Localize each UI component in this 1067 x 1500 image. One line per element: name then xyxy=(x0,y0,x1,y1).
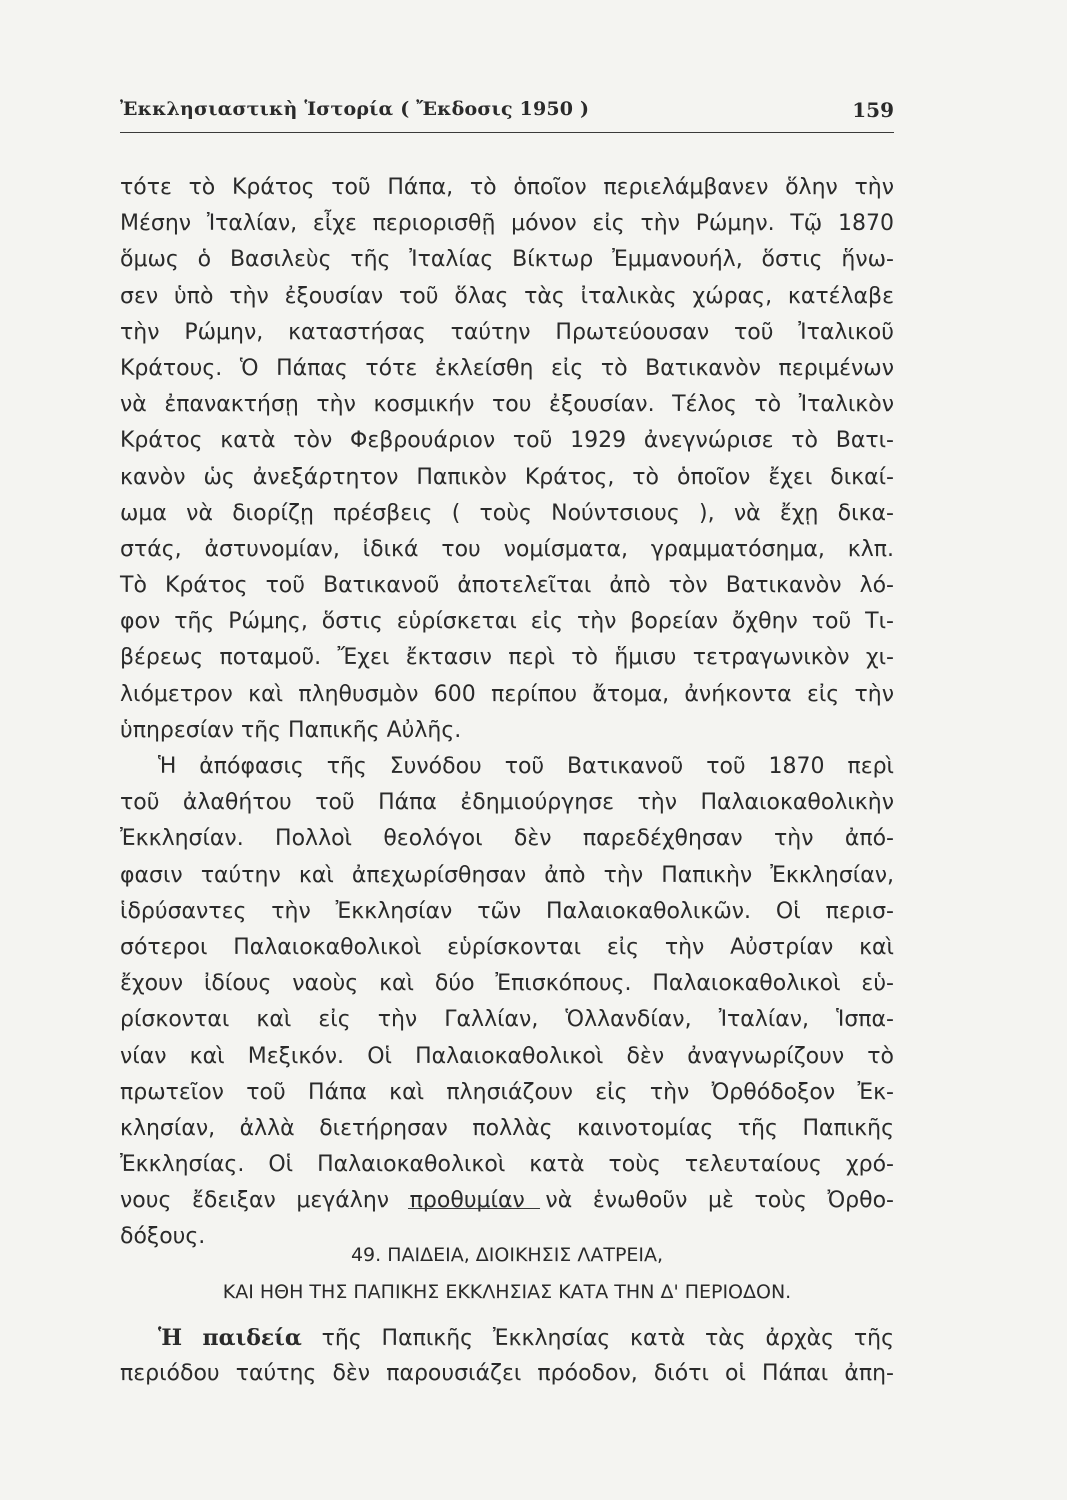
text-line: Ἡ ἀπόφασις τῆς Συνόδου τοῦ Βατικανοῦ τοῦ 1870 περὶ xyxy=(158,754,894,779)
text-line: τοῦ ἀλαθήτου τοῦ Πάπα ἐδημιούργησε τὴν Παλαιοκαθολικὴν xyxy=(120,790,894,816)
text-line: ρίσκονται καὶ εἰς τὴν Γαλλίαν, Ὁλλανδίαν, Ἰταλίαν, Ἱσπα- xyxy=(120,1007,894,1033)
header-title: Ἐκκλησιαστικὴ Ἱστορία ( Ἔκδοσις 1950 ) xyxy=(120,98,590,120)
closing-paragraph xyxy=(120,1320,894,1392)
text-line: κανὸν ὡς ἀνεξάρτητον Παπικὸν Κράτος, τὸ ὁποῖον ἔχει δικαί- xyxy=(120,464,894,490)
text-line: Κράτος κατὰ τὸν Φεβρουάριον τοῦ 1929 ἀνεγνώρισε τὸ Βατι- xyxy=(120,428,894,454)
text-line: ὑπηρεσίαν τῆς Παπικῆς Αὐλῆς. xyxy=(120,717,462,743)
text-line: Ἐκκλησίαν. Πολλοὶ θεολόγοι δὲν παρεδέχθησαν τὴν ἀπό- xyxy=(120,826,894,852)
text-line: κλησίαν, ἀλλὰ διετήρησαν πολλὰς καινοτομίας τῆς Παπικῆς xyxy=(120,1115,894,1141)
text-line: Ἐκκλησίας. Οἱ Παλαιοκαθολικοὶ κατὰ τοὺς τελευταίους χρό- xyxy=(120,1152,894,1178)
text-line: τὴν Ρώμην, καταστήσας ταύτην Πρωτεύουσαν τοῦ Ἰταλικοῦ xyxy=(120,319,894,345)
text-line: Τὸ Κράτος τοῦ Βατικανοῦ ἀποτελεῖται ἀπὸ τὸν Βατικανὸν λό- xyxy=(120,573,894,599)
running-header xyxy=(120,98,894,133)
text-line: νους ἔδειξαν μεγάλην προθυμίαν νὰ ἑνωθοῦν μὲ τοὺς Ὀρθο- xyxy=(120,1188,894,1214)
body-text xyxy=(120,170,894,1256)
bold-term: Ἡ παιδεία xyxy=(158,1325,302,1351)
text-run: τῆς Παπικῆς Ἐκκλησίας κατὰ τὰς ἀρχὰς τῆς xyxy=(301,1326,894,1351)
text-line xyxy=(120,1320,894,1356)
text-line: ἔχουν ἰδίους ναοὺς καὶ δύο Ἐπισκόπους. Παλαιοκαθολικοὶ εὑ- xyxy=(120,971,894,997)
text-line: περιόδου ταύτης δὲν παρουσιάζει πρόοδον, διότι οἱ Πάπαι ἀπη- xyxy=(120,1361,894,1387)
section-divider xyxy=(408,1208,540,1209)
section-heading-line-1: 49. ΠΑΙΔΕΙΑ, ΔΙΟΙΚΗΣΙΣ ΛΑΤΡΕΙΑ, xyxy=(350,1244,664,1266)
text-line: τότε τὸ Κράτος τοῦ Πάπα, τὸ ὁποῖον περιελάμβανεν ὅλην τὴν xyxy=(120,175,894,200)
text-line: ἱδρύσαντες τὴν Ἐκκλησίαν τῶν Παλαιοκαθολικῶν. Οἱ περισ- xyxy=(120,898,894,924)
text-line: λιόμετρον καὶ πληθυσμὸν 600 περίπου ἄτομα, ἀνήκοντα εἰς τὴν xyxy=(120,681,894,707)
text-line: νὰ ἐπανακτήσῃ τὴν κοσμικήν του ἐξουσίαν. Τέλος τὸ Ἰταλικὸν xyxy=(120,392,894,418)
text-line: Κράτους. Ὁ Πάπας τότε ἐκλείσθη εἰς τὸ Βατικανὸν περιμένων xyxy=(120,355,894,381)
text-line: ὅμως ὁ Βασιλεὺς τῆς Ἰταλίας Βίκτωρ Ἐμμανουήλ, ὅστις ἥνω- xyxy=(120,247,894,273)
text-line: φον τῆς Ρώμης, ὅστις εὑρίσκεται εἰς τὴν βορείαν ὄχθην τοῦ Τι- xyxy=(120,609,894,635)
text-line: Μέσην Ἰταλίαν, εἶχε περιορισθῇ μόνον εἰς τὴν Ρώμην. Τῷ 1870 xyxy=(120,211,894,237)
page-number: 159 xyxy=(852,98,894,122)
text-line: φασιν ταύτην καὶ ἀπεχωρίσθησαν ἀπὸ τὴν Παπικὴν Ἐκκλησίαν, xyxy=(120,862,894,888)
text-line: ωμα νὰ διορίζῃ πρέσβεις ( τοὺς Νούντσιους ), νὰ ἔχῃ δικα- xyxy=(120,500,894,526)
text-line: πρωτεῖον τοῦ Πάπα καὶ πλησιάζουν εἰς τὴν Ὀρθόδοξον Ἐκ- xyxy=(120,1079,894,1105)
section-heading-line-2: ΚΑΙ ΗΘΗ ΤΗΣ ΠΑΠΙΚΗΣ ΕΚΚΛΗΣΙΑΣ ΚΑΤΑ ΤΗΝ Δ' ΠΕΡΙΟΔΟΝ. xyxy=(222,1281,792,1303)
text-line: νίαν καὶ Μεξικόν. Οἱ Παλαιοκαθολικοὶ δὲν ἀναγνωρίζουν τὸ xyxy=(120,1043,894,1069)
text-line: στάς, ἀστυνομίαν, ἰδικά του νομίσματα, γραμματόσημα, κλπ. xyxy=(120,536,894,562)
text-line: δόξους. xyxy=(120,1224,206,1250)
text-line: σεν ὑπὸ τὴν ἐξουσίαν τοῦ ὅλας τὰς ἰταλικὰς χώρας, κατέλαβε xyxy=(120,283,894,309)
text-line: σότεροι Παλαιοκαθολικοὶ εὑρίσκονται εἰς τὴν Αὐστρίαν καὶ xyxy=(120,934,894,960)
text-line: βέρεως ποταμοῦ. Ἔχει ἔκτασιν περὶ τὸ ἥμισυ τετραγωνικὸν χι- xyxy=(120,645,894,671)
